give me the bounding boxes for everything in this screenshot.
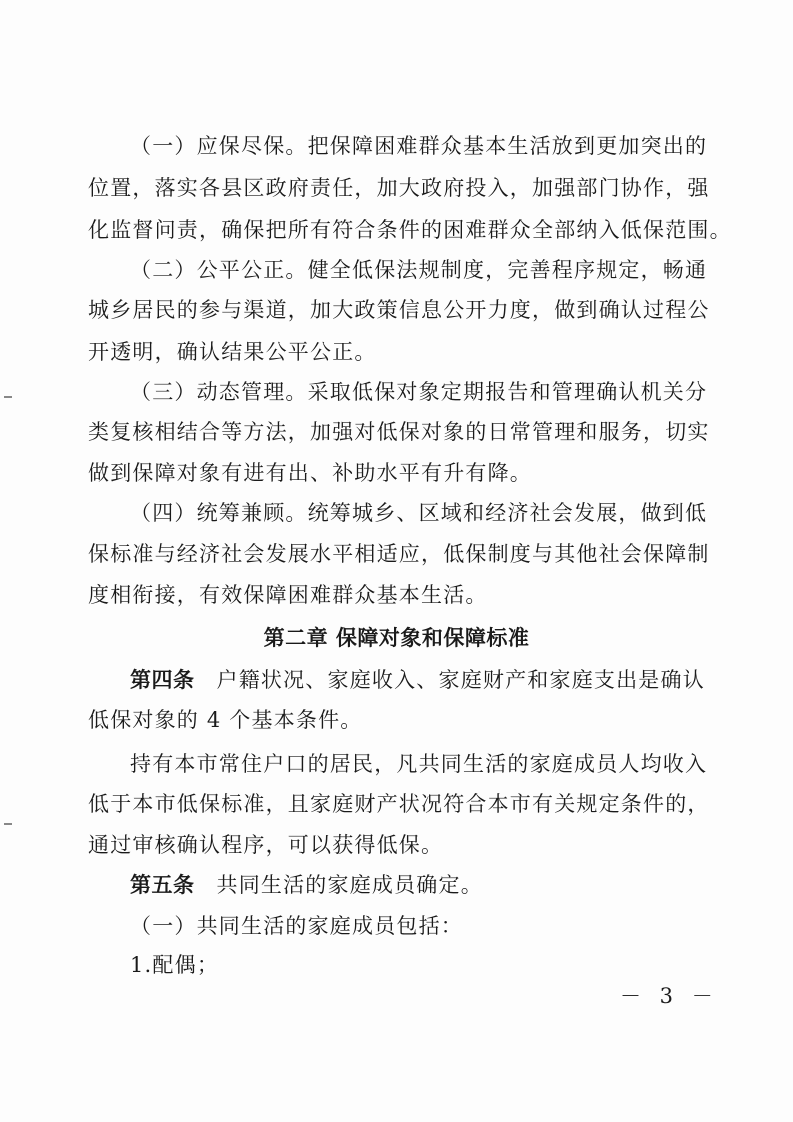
paragraph-line: （二）公平公正。健全低保法规制度，完善程序规定，畅通 [130,258,708,282]
paragraph-line: 位置，落实各县区政府责任，加大政府投入，加强部门协作，强 [88,176,710,200]
article-4-line [130,668,705,692]
paragraph-line: 低于本市低保标准，且家庭财产状况符合本市有关规定条件的， [88,792,710,816]
paragraph-line: （一）应保尽保。把保障困难群众基本生活放到更加突出的 [130,134,708,158]
article-5-label: 第五条 [130,873,195,897]
paragraph-line: 做到保障对象有进有出、补助水平有升有降。 [88,461,532,485]
paragraph-line: 城乡居民的参与渠道，加大政策信息公开力度，做到确认过程公 [88,298,710,322]
article-4-text: 户籍状况、家庭收入、家庭财产和家庭支出是确认 [216,668,705,692]
scan-margin-mark [4,823,12,825]
article-4-label: 第四条 [130,668,195,692]
list-item: 1.配偶； [130,953,220,977]
paragraph-line: 类复核相结合等方法，加强对低保对象的日常管理和服务，切实 [88,420,710,444]
paragraph-line: （四）统筹兼顾。统筹城乡、区域和经济社会发展，做到低 [130,501,708,525]
article-5-line [130,873,690,897]
paragraph-line: 持有本市常住户口的居民，凡共同生活的家庭成员人均收入 [130,752,708,776]
paragraph-line: （三）动态管理。采取低保对象定期报告和管理确认机关分 [130,380,708,404]
paragraph-line: 化监督问责，确保把所有符合条件的困难群众全部纳入低保范围。 [88,218,732,242]
paragraph-line: 通过审核确认程序，可以获得低保。 [88,833,444,857]
page-number: － 3 － [620,984,719,1008]
scan-margin-mark [4,396,12,398]
list-item: （一）共同生活的家庭成员包括： [130,914,463,938]
article-5-text: 共同生活的家庭成员确定。 [216,873,483,897]
chapter-heading: 第二章 保障对象和保障标准 [263,626,530,650]
paragraph-line: 度相衔接，有效保障困难群众基本生活。 [88,583,488,607]
paragraph-line: 开透明，确认结果公平公正。 [88,340,377,364]
paragraph-line: 保标准与经济社会发展水平相适应，低保制度与其他社会保障制 [88,542,710,566]
paragraph-line: 低保对象的 4 个基本条件。 [88,708,363,732]
